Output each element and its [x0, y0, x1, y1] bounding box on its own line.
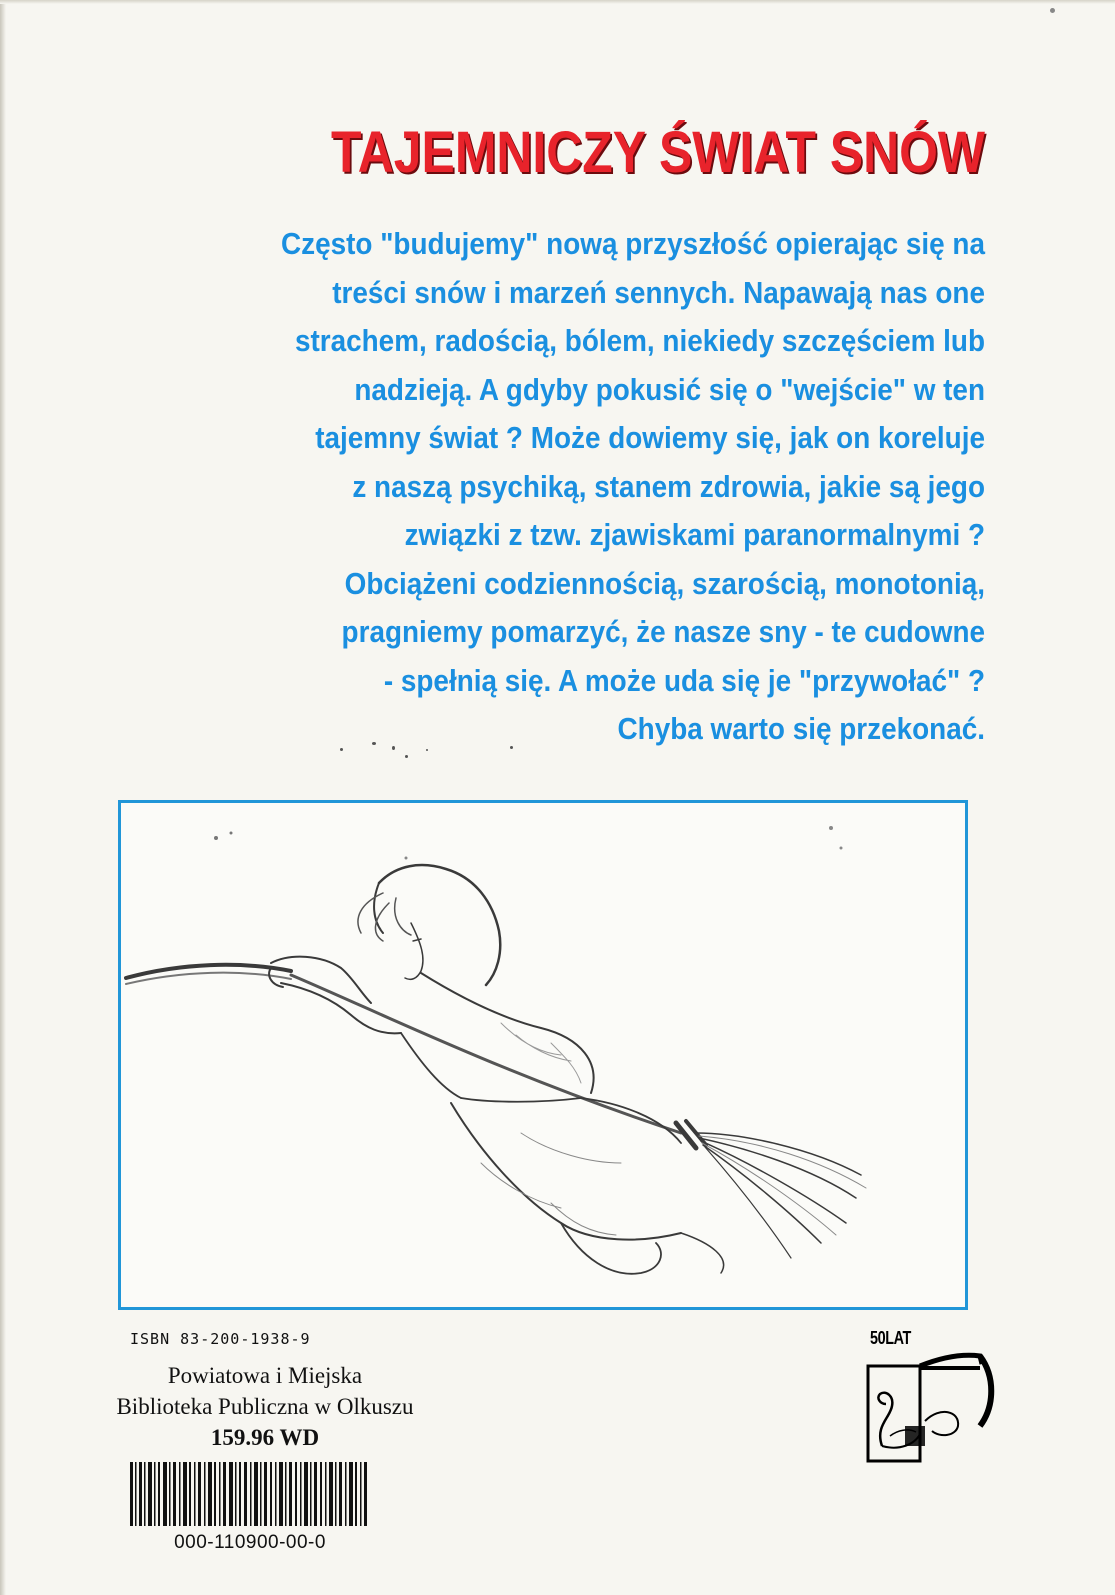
- blurb-line: nadzieją. A gdyby pokusić się o "wejście" w ten: [354, 371, 985, 407]
- library-sticker: [55, 1360, 475, 1453]
- witch-on-broomstick-illustration: [121, 803, 965, 1307]
- blurb-line: strachem, radością, bólem, niekiedy szczęściem lub: [294, 323, 985, 358]
- page-edge: [0, 0, 6, 1595]
- blurb-line: pragniemy pomarzyć, że nasze sny - te cudowne: [341, 614, 985, 649]
- page-edge-top: [0, 0, 1115, 4]
- print-speck: [426, 749, 428, 751]
- shelfmark: 159.96 WD: [210, 1425, 320, 1450]
- blurb-line: Obciążeni codziennością, szarością, monotonią,: [344, 565, 985, 601]
- print-speck: [1050, 8, 1055, 13]
- print-speck: [340, 748, 343, 751]
- blurb-line: tajemny świat ? Może dowiemy się, jak on koreluje: [315, 420, 985, 455]
- isbn-number: ISBN 83-200-1938-9: [130, 1330, 311, 1348]
- blurb-line: Chyba warto się przekonać.: [617, 711, 985, 746]
- library-name-line2: Biblioteka Publiczna w Olkuszu: [116, 1394, 414, 1419]
- blurb-line: - spełnią się. A może uda się je "przywołać" ?: [383, 662, 985, 698]
- cover-blurb: [60, 220, 985, 754]
- print-speck: [510, 746, 513, 749]
- publisher-anniversary-text: 50LAT: [870, 1328, 911, 1348]
- print-speck: [372, 742, 376, 745]
- book-title: TAJEMNICZY ŚWIAT SNÓW: [331, 120, 986, 185]
- print-speck: [405, 755, 408, 758]
- blurb-line: treści snów i marzeń sennych. Napawają nas one: [332, 274, 985, 310]
- barcode-number: 000-110900-00-0: [174, 1532, 326, 1553]
- blurb-line: związki z tzw. zjawiskami paranormalnymi ?: [404, 517, 985, 552]
- blurb-line: z naszą psychiką, stanem zdrowia, jakie są jego: [352, 468, 985, 504]
- illustration-frame: [118, 800, 968, 1310]
- print-speck: [392, 746, 395, 750]
- library-name-line1: Powiatowa i Miejska: [167, 1363, 363, 1388]
- swan-book-logo-icon: [860, 1326, 1000, 1466]
- barcode: [130, 1462, 368, 1526]
- blurb-line: Często "budujemy" nową przyszłość opierając się na: [280, 226, 985, 261]
